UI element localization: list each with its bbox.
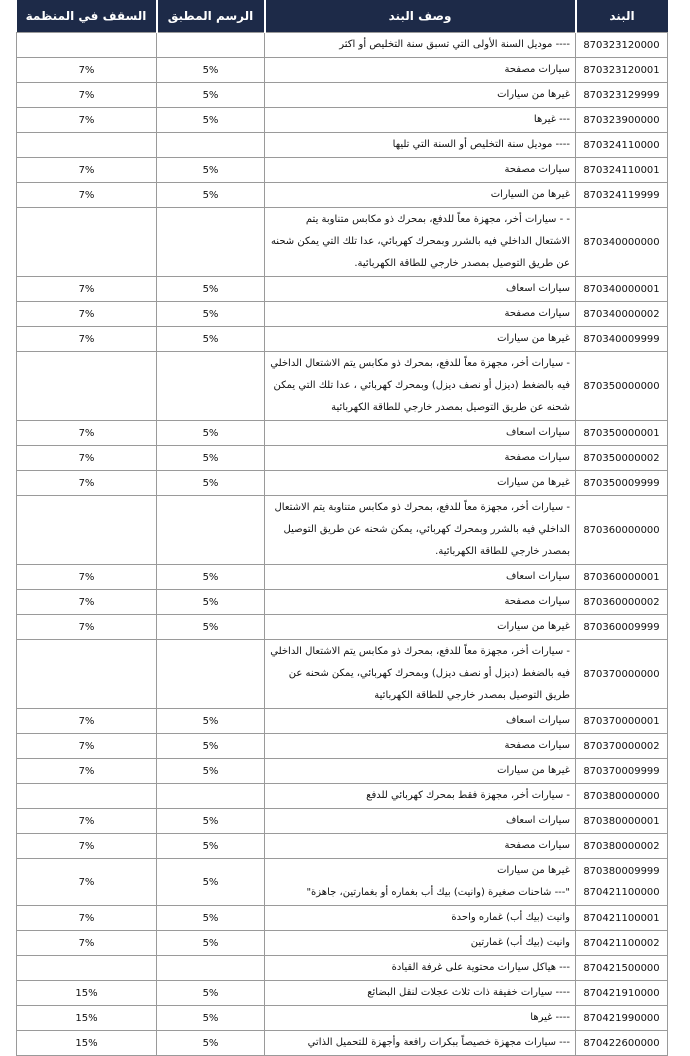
organization-cap: 7% [17, 809, 157, 834]
organization-cap: 7% [17, 277, 157, 302]
applied-rate [157, 133, 265, 158]
item-description: - سيارات أخر، مجهزة معاً للدفع، بمحرك ذو مكابس يتم الاشتعال الداخلي فيه بالضغط (ديزل أو نصف ديزل) وبمحرك كهربائي ، عدا تلك التي يمكن شحنه عن طريق التوصيل بمصدر خارجي للطاقة الكهربائية [265, 352, 576, 421]
header-description: وصف البند [265, 0, 576, 33]
applied-rate: 5% [157, 446, 265, 471]
organization-cap [17, 133, 157, 158]
organization-cap [17, 956, 157, 981]
applied-rate: 5% [157, 421, 265, 446]
organization-cap: 15% [17, 1006, 157, 1031]
item-code: 870350000002 [576, 446, 668, 471]
organization-cap [17, 640, 157, 709]
item-code: 870324119999 [576, 183, 668, 208]
header-code: البند [576, 0, 668, 33]
tariff-table-container [16, 0, 667, 1056]
item-description: ---- موديل سنة التخليص أو السنة التي تليها [265, 133, 576, 158]
table-row [17, 277, 668, 302]
item-code: 870323120000 [576, 33, 668, 58]
table-row [17, 158, 668, 183]
item-code: 870421100002 [576, 931, 668, 956]
organization-cap: 7% [17, 709, 157, 734]
table-row [17, 421, 668, 446]
organization-cap: 7% [17, 183, 157, 208]
item-description: سيارات مصفحة [265, 302, 576, 327]
item-description: - سيارات أخر، مجهزة فقط بمحرك كهربائي للدفع [265, 784, 576, 809]
item-description: سيارات اسعاف [265, 421, 576, 446]
applied-rate [157, 208, 265, 277]
organization-cap: 7% [17, 590, 157, 615]
applied-rate: 5% [157, 565, 265, 590]
applied-rate: 5% [157, 709, 265, 734]
table-row [17, 931, 668, 956]
item-description: سيارات مصفحة [265, 834, 576, 859]
item-code: 870370000001 [576, 709, 668, 734]
table-row [17, 615, 668, 640]
item-code: 870380000001 [576, 809, 668, 834]
table-row [17, 83, 668, 108]
item-code: 870421100001 [576, 906, 668, 931]
item-description: غيرها من سيارات [265, 327, 576, 352]
applied-rate: 5% [157, 83, 265, 108]
organization-cap: 7% [17, 421, 157, 446]
item-description: سيارات مصفحة [265, 158, 576, 183]
applied-rate: 5% [157, 1006, 265, 1031]
item-code: 870370000002 [576, 734, 668, 759]
item-description: --- غيرها [265, 108, 576, 133]
item-code: 870340000001 [576, 277, 668, 302]
item-code: 870350009999 [576, 471, 668, 496]
applied-rate: 5% [157, 183, 265, 208]
applied-rate: 5% [157, 906, 265, 931]
applied-rate [157, 784, 265, 809]
organization-cap: 7% [17, 859, 157, 906]
item-code: 870421990000 [576, 1006, 668, 1031]
organization-cap: 7% [17, 302, 157, 327]
organization-cap: 7% [17, 108, 157, 133]
organization-cap [17, 496, 157, 565]
applied-rate [157, 352, 265, 421]
item-code: 870323129999 [576, 83, 668, 108]
item-description: غيرها من سيارات [265, 759, 576, 784]
applied-rate [157, 956, 265, 981]
table-row [17, 640, 668, 709]
item-description: سيارات اسعاف [265, 565, 576, 590]
applied-rate: 5% [157, 809, 265, 834]
item-code: 870360000000 [576, 496, 668, 565]
item-description: سيارات اسعاف [265, 277, 576, 302]
applied-rate: 5% [157, 158, 265, 183]
table-row [17, 302, 668, 327]
item-code: 870350000000 [576, 352, 668, 421]
item-description: سيارات مصفحة [265, 58, 576, 83]
applied-rate [157, 640, 265, 709]
item-description: - سيارات أخر، مجهزة معاً للدفع، بمحرك ذو مكابس متناوبة يتم الاشتعال الداخلي فيه بالشرر وبمحرك كهربائي، يمكن شحنه عن طريق التوصيل بمصدر خارجي للطاقة الكهربائية. [265, 496, 576, 565]
table-row [17, 1006, 668, 1031]
item-code: 870323120001 [576, 58, 668, 83]
table-row [17, 859, 668, 906]
item-code: 870340000000 [576, 208, 668, 277]
applied-rate: 5% [157, 859, 265, 906]
organization-cap: 7% [17, 565, 157, 590]
organization-cap [17, 784, 157, 809]
table-body [17, 33, 668, 1056]
applied-rate: 5% [157, 108, 265, 133]
item-code: 870380009999 870421100000 [576, 859, 668, 906]
applied-rate: 5% [157, 615, 265, 640]
item-description: غيرها من سيارات "--- شاحنات صغيرة (وانيت) بيك أب بغماره أو بغمارتين، جاهزة" [265, 859, 576, 906]
item-description: ---- سيارات خفيفة ذات ثلاث عجلات لنقل البضائع [265, 981, 576, 1006]
applied-rate: 5% [157, 58, 265, 83]
item-description: - - سيارات أخر، مجهزة معاً للدفع، بمحرك ذو مكابس متناوبة يتم الاشتعال الداخلي فيه بالشرر وبمحرك كهربائي، عدا تلك التي يمكن شحنه عن طريق التوصيل بمصدر خارجي للطاقة الكهربائية. [265, 208, 576, 277]
organization-cap: 7% [17, 446, 157, 471]
organization-cap: 7% [17, 471, 157, 496]
applied-rate [157, 33, 265, 58]
item-code: 870324110000 [576, 133, 668, 158]
item-description: سيارات اسعاف [265, 809, 576, 834]
applied-rate: 5% [157, 981, 265, 1006]
item-code: 870360000001 [576, 565, 668, 590]
table-row [17, 58, 668, 83]
item-description: ---- موديل السنة الأولى التي تسبق سنة التخليص أو اكثر [265, 33, 576, 58]
table-row [17, 709, 668, 734]
item-code: 870340000002 [576, 302, 668, 327]
applied-rate: 5% [157, 471, 265, 496]
table-row [17, 1031, 668, 1056]
organization-cap: 15% [17, 1031, 157, 1056]
organization-cap: 7% [17, 734, 157, 759]
table-row [17, 496, 668, 565]
organization-cap [17, 33, 157, 58]
organization-cap: 7% [17, 58, 157, 83]
organization-cap: 7% [17, 83, 157, 108]
item-description: ---- غيرها [265, 1006, 576, 1031]
table-row [17, 33, 668, 58]
item-description: غيرها من سيارات [265, 615, 576, 640]
tariff-table [16, 0, 668, 1056]
applied-rate: 5% [157, 759, 265, 784]
header-applied-rate: الرسم المطبق [157, 0, 265, 33]
table-header-row [17, 0, 668, 33]
organization-cap: 7% [17, 906, 157, 931]
item-description: غيرها من السيارات [265, 183, 576, 208]
table-row [17, 784, 668, 809]
table-row [17, 809, 668, 834]
table-row [17, 834, 668, 859]
item-code: 870370000000 [576, 640, 668, 709]
table-row [17, 906, 668, 931]
table-row [17, 446, 668, 471]
table-row [17, 734, 668, 759]
item-code: 870324110001 [576, 158, 668, 183]
table-row [17, 565, 668, 590]
applied-rate: 5% [157, 277, 265, 302]
table-row [17, 981, 668, 1006]
item-description: سيارات مصفحة [265, 590, 576, 615]
applied-rate: 5% [157, 834, 265, 859]
organization-cap: 7% [17, 327, 157, 352]
organization-cap: 15% [17, 981, 157, 1006]
table-row [17, 759, 668, 784]
applied-rate: 5% [157, 327, 265, 352]
item-description: وانيت (بيك أب) غماره واحدة [265, 906, 576, 931]
applied-rate: 5% [157, 931, 265, 956]
item-description: غيرها من سيارات [265, 83, 576, 108]
item-code: 870340009999 [576, 327, 668, 352]
applied-rate: 5% [157, 590, 265, 615]
item-description: --- هياكل سيارات محتوية على غرفة القيادة [265, 956, 576, 981]
organization-cap: 7% [17, 931, 157, 956]
item-code: 870360000002 [576, 590, 668, 615]
item-code: 870370009999 [576, 759, 668, 784]
table-row [17, 352, 668, 421]
organization-cap [17, 208, 157, 277]
item-code: 870422600000 [576, 1031, 668, 1056]
organization-cap: 7% [17, 158, 157, 183]
item-description: غيرها من سيارات [265, 471, 576, 496]
item-description: سيارات اسعاف [265, 709, 576, 734]
item-code: 870323900000 [576, 108, 668, 133]
item-code: 870421500000 [576, 956, 668, 981]
applied-rate: 5% [157, 302, 265, 327]
organization-cap: 7% [17, 759, 157, 784]
item-code: 870350000001 [576, 421, 668, 446]
item-code: 870421910000 [576, 981, 668, 1006]
header-organization-cap: السقف في المنظمة [17, 0, 157, 33]
item-code: 870380000002 [576, 834, 668, 859]
item-description: سيارات مصفحة [265, 734, 576, 759]
item-description: --- سيارات مجهزة خصيصاً ببكرات رافعة وأجهزة للتحميل الذاتي [265, 1031, 576, 1056]
item-code: 870360009999 [576, 615, 668, 640]
table-row [17, 133, 668, 158]
table-row [17, 208, 668, 277]
item-description: وانيت (بيك أب) غمارتين [265, 931, 576, 956]
organization-cap [17, 352, 157, 421]
applied-rate [157, 496, 265, 565]
organization-cap: 7% [17, 834, 157, 859]
applied-rate: 5% [157, 734, 265, 759]
table-row [17, 183, 668, 208]
table-row [17, 471, 668, 496]
item-code: 870380000000 [576, 784, 668, 809]
item-description: سيارات مصفحة [265, 446, 576, 471]
table-row [17, 108, 668, 133]
table-row [17, 327, 668, 352]
table-row [17, 956, 668, 981]
table-row [17, 590, 668, 615]
organization-cap: 7% [17, 615, 157, 640]
applied-rate: 5% [157, 1031, 265, 1056]
item-description: - سيارات أخر، مجهزة معاً للدفع، بمحرك ذو مكابس يتم الاشتعال الداخلي فيه بالضغط (ديزل أو نصف ديزل) وبمحرك كهربائي، يمكن شحنه عن طريق التوصيل بمصدر خارجي للطاقة الكهربائية [265, 640, 576, 709]
